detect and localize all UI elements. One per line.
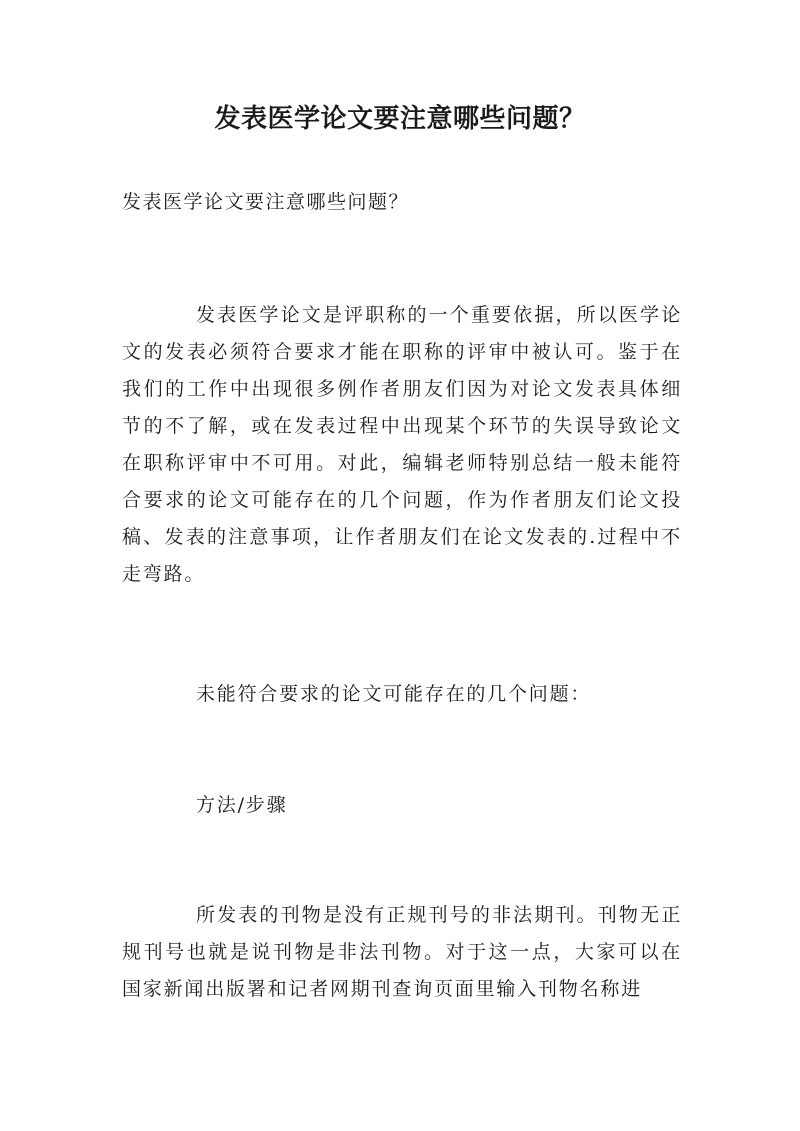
issues-heading: 未能符合要求的论文可能存在的几个问题： — [196, 683, 592, 705]
document-title: 发表医学论文要注意哪些问题？ — [214, 104, 586, 134]
method-heading: 方法/步骤 — [196, 794, 288, 816]
intro-paragraph: 发表医学论文是评职称的一个重要依据，所以医学论文的发表必须符合要求才能在职称的评审中被认可。鉴于在我们的工作中出现很多例作者朋友们因为对论文发表具体细节的不了解，或在发表过程中出现某个环节的失误导致论文在职称评审中不可用。对此，编辑老师特别总结一般未能符合要求的论文可能存在的几个问题，作为作者朋友们论文投稿、发表的注意事项，让作者朋友们在论文发表的.过程中不走弯路。 — [122, 304, 682, 585]
journal-paragraph: 所发表的刊物是没有正规刊号的非法期刊。刊物无正规刊号也就是说刊物是非法刊物。对于这一点，大家可以在国家新闻出版署和记者网期刊查询页面里输入刊物名称进 — [122, 904, 682, 1000]
document-subtitle: 发表医学论文要注意哪些问题？ — [122, 191, 410, 213]
